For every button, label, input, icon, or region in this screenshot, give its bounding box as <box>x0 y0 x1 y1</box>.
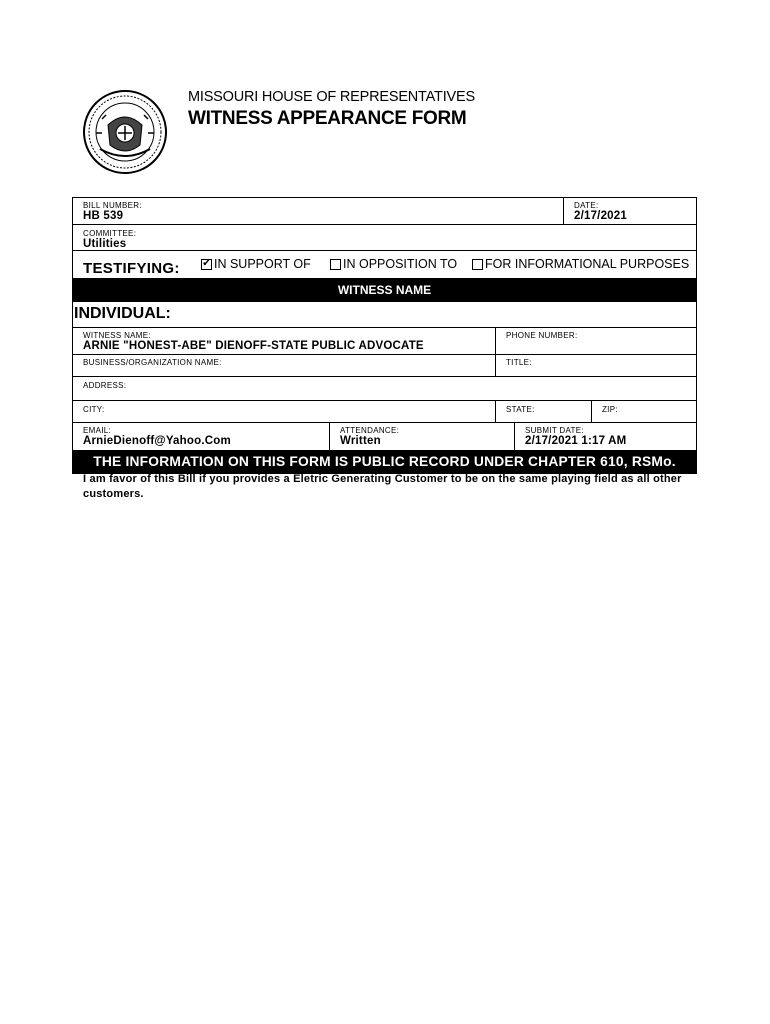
opposition-option[interactable] <box>330 257 457 271</box>
state-label: STATE: <box>506 405 535 414</box>
witness-name-row <box>73 328 696 355</box>
support-label: IN SUPPORT OF <box>214 257 311 271</box>
bill-number-value: HB 539 <box>83 210 124 222</box>
attendance-value: Written <box>340 435 381 447</box>
witness-name-label: WITNESS NAME: <box>83 331 151 340</box>
title-label: TITLE: <box>506 358 532 367</box>
business-label: BUSINESS/ORGANIZATION NAME: <box>83 358 222 367</box>
witness-name-field[interactable] <box>73 328 495 354</box>
witness-name-bar: WITNESS NAME <box>73 278 696 302</box>
city-label: CITY: <box>83 405 105 414</box>
address-label: ADDRESS: <box>83 381 127 390</box>
witness-name-value: ARNIE "HONEST-ABE" DIENOFF-STATE PUBLIC ADVOCATE <box>83 340 424 352</box>
public-record-notice: THE INFORMATION ON THIS FORM IS PUBLIC RECORD UNDER CHAPTER 610, RSMo. <box>73 451 696 473</box>
opposition-label: IN OPPOSITION TO <box>343 257 458 271</box>
date-value: 2/17/2021 <box>574 210 627 222</box>
testifying-row <box>73 251 696 278</box>
organization-name: MISSOURI HOUSE OF REPRESENTATIVES <box>188 89 475 105</box>
business-field[interactable] <box>73 355 495 376</box>
submit-date-label: SUBMIT DATE: <box>525 426 584 435</box>
support-option[interactable] <box>201 257 311 271</box>
email-field[interactable] <box>73 423 329 450</box>
informational-option[interactable] <box>472 257 689 271</box>
city-field[interactable] <box>73 401 495 422</box>
individual-row <box>73 302 696 328</box>
phone-label: PHONE NUMBER: <box>506 331 578 340</box>
informational-label: FOR INFORMATIONAL PURPOSES <box>485 257 690 271</box>
attendance-field[interactable] <box>329 423 514 450</box>
missouri-seal-icon <box>82 89 168 175</box>
city-row <box>73 401 696 423</box>
opposition-checkbox[interactable] <box>330 259 341 270</box>
committee-label: COMMITTEE: <box>83 229 137 238</box>
email-value: ArnieDienoff@Yahoo.Com <box>83 435 231 447</box>
business-row <box>73 355 696 377</box>
zip-field[interactable] <box>591 401 696 422</box>
state-field[interactable] <box>495 401 591 422</box>
support-checkbox[interactable]: ✔ <box>202 258 211 269</box>
zip-label: ZIP: <box>602 405 618 414</box>
informational-checkbox[interactable] <box>472 259 483 270</box>
bill-number-label: BILL NUMBER: <box>83 201 142 210</box>
form-title: WITNESS APPEARANCE FORM <box>188 108 467 129</box>
email-row <box>73 423 696 451</box>
committee-value: Utilities <box>83 238 127 250</box>
title-field[interactable] <box>495 355 696 376</box>
date-label: DATE: <box>574 201 599 210</box>
witness-form <box>72 197 697 474</box>
witness-comment: I am favor of this Bill if you provides a Eletric Generating Customer to be on the same playing field as all other customers. <box>83 473 682 500</box>
submit-date-field[interactable] <box>514 423 696 450</box>
attendance-label: ATTENDANCE: <box>340 426 400 435</box>
submit-date-value: 2/17/2021 1:17 AM <box>525 435 627 447</box>
committee-field[interactable] <box>73 225 696 251</box>
testifying-label: TESTIFYING: <box>83 260 180 277</box>
address-field[interactable] <box>73 377 696 401</box>
date-field[interactable] <box>563 198 696 224</box>
phone-field[interactable] <box>495 328 696 354</box>
public-record-notice-row <box>73 451 696 473</box>
individual-label: INDIVIDUAL: <box>74 305 171 322</box>
bill-number-field[interactable] <box>73 198 563 224</box>
bill-row <box>73 198 696 225</box>
email-label: EMAIL: <box>83 426 112 435</box>
